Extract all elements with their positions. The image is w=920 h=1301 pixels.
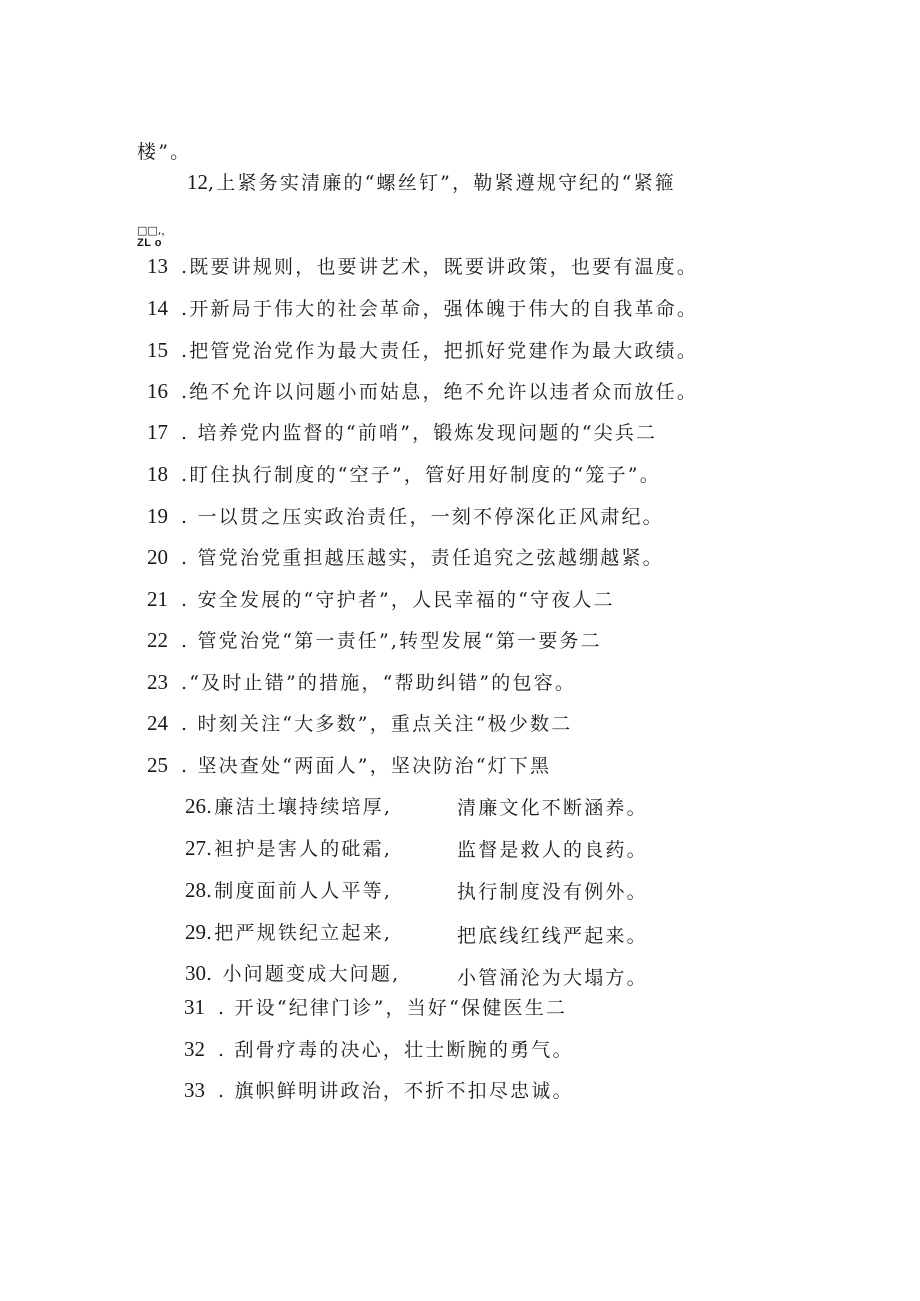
item-number: 23 [147,670,168,694]
garbled-text: □□,， [137,224,173,237]
item-text: . 时刻关注“大多数”，重点关注“极少数二 [181,713,573,735]
item-text: .既要讲规则，也要讲艺术，既要讲政策，也要有温度。 [181,256,699,278]
item-text: . 管党治党重担越压越实，责任追究之弦越绷越紧。 [181,547,664,569]
item-text: .制度面前人人平等, [206,880,393,902]
item-text: .把管党治党作为最大责任，把抓好党建作为最大政绩。 [181,340,699,362]
item-text: .盯住执行制度的“空子”，管好用好制度的“笼子”。 [181,464,661,486]
item-text: . 坚决查处“两面人”，坚决防治“灯下黑 [181,755,552,777]
list-item [184,1037,574,1062]
item-number: 17 [147,420,168,444]
list-item [147,462,661,487]
item-text: ,上紧务实清廉的“螺丝钉”，勒紧遵规守纪的“紧箍 [208,172,676,194]
continuation-text: 楼”。 [137,141,192,163]
item-text: .把严规铁纪立起来, [206,922,393,944]
list-item [147,296,698,321]
item-text: .“及时止错”的措施，“帮助纠错”的包容。 [181,672,577,694]
list-item [147,504,664,529]
item-text: .袒护是害人的砒霜, [206,838,393,860]
item-number: 29 [185,920,206,944]
item-text: . 一以贯之压实政治责任，一刻不停深化正风肃纪。 [181,506,664,528]
item-number: 14 [147,296,168,320]
item-number: 33 [184,1078,205,1102]
pair-item-left [185,920,392,945]
item-12 [187,170,676,195]
item-number: 19 [147,504,168,528]
pair-item-right: 小管涌沦为大塌方。 [457,967,648,989]
item-number: 15 [147,338,168,362]
list-item [147,545,664,570]
item-text: . 管党治党“第一责任”,转型发展“第一要务二 [181,630,602,652]
item-text: . 旗帜鲜明讲政治，不折不扣尽忠诚。 [218,1080,574,1102]
list-item [147,338,698,363]
list-item [147,254,698,279]
garbled-text: ZL o [137,237,163,249]
item-number: 12 [187,170,208,194]
continuation-line [137,140,191,164]
pair-item-right: 把底线红线严起来。 [457,925,648,947]
item-number: 24 [147,711,168,735]
item-number: 25 [147,753,168,777]
item-number: 16 [147,379,168,403]
pair-item-left [185,961,400,986]
item-number: 28 [185,878,206,902]
list-item [184,1078,574,1103]
item-number: 22 [147,628,168,652]
item-number: 13 [147,254,168,278]
item-number: 18 [147,462,168,486]
item-number: 32 [184,1037,205,1061]
item-text: .廉洁土壤持续培厚, [206,796,393,818]
item-text: . 培养党内监督的“前哨”，锻炼发现问题的“尖兵二 [181,422,658,444]
item-text: . 开设“纪律门诊”，当好“保健医生二 [218,997,568,1019]
pair-item-right: 清廉文化不断涵养。 [457,797,648,819]
list-item [147,753,551,778]
item-text: . 刮骨疗毒的决心，壮士断腕的勇气。 [218,1039,574,1061]
item-number: 27 [185,836,206,860]
item-number: 30 [185,961,206,985]
item-text: .开新局于伟大的社会革命，强体魄于伟大的自我革命。 [181,298,699,320]
list-item [147,711,572,736]
list-item [184,995,567,1020]
item-number: 20 [147,545,168,569]
item-text: . 安全发展的“守护者”，人民幸福的“守夜人二 [181,589,615,611]
item-number: 26 [185,794,206,818]
pair-item-right: 执行制度没有例外。 [457,881,648,903]
item-number: 31 [184,995,205,1019]
list-item [147,587,615,612]
list-item [147,379,698,404]
list-item [147,670,576,695]
item-text: .绝不允许以问题小而姑息，绝不允许以违者众而放任。 [181,381,699,403]
pair-item-left [185,878,392,903]
item-text: . 小问题变成大问题, [206,963,401,985]
pair-item-left [185,794,392,819]
pair-item-left [185,836,392,861]
list-item [147,628,602,653]
list-item [147,420,657,445]
item-number: 21 [147,587,168,611]
pair-item-right: 监督是救人的良药。 [457,839,648,861]
